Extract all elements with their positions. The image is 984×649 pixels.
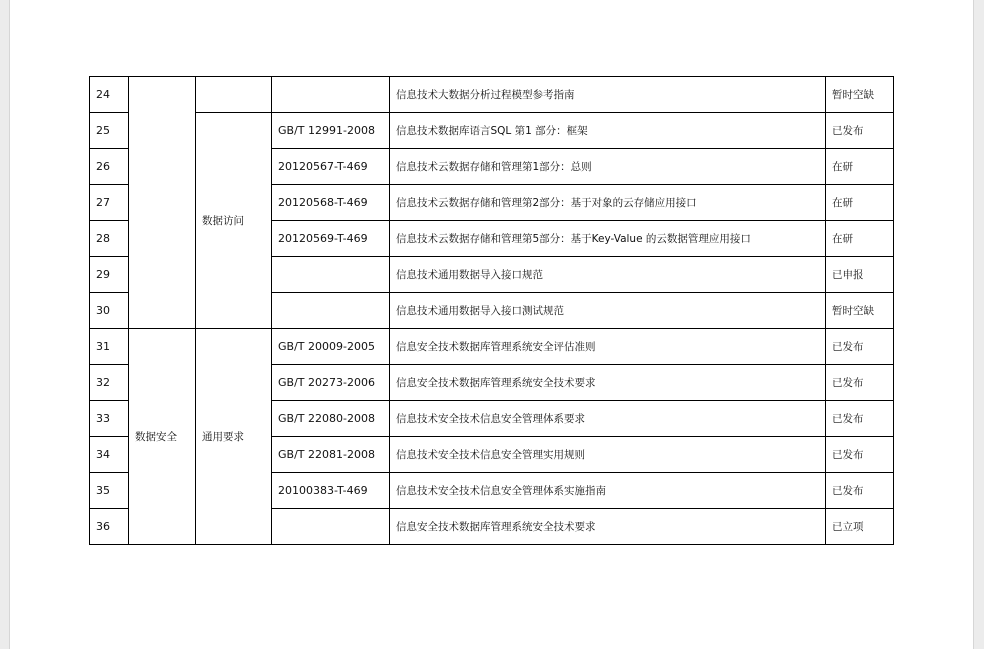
row-number: 30 (90, 293, 129, 329)
status-cell: 已申报 (826, 257, 894, 293)
standard-title: 信息技术大数据分析过程模型参考指南 (390, 77, 826, 113)
row-number: 33 (90, 401, 129, 437)
standard-title: 信息技术安全技术信息安全管理体系实施指南 (390, 473, 826, 509)
table-row (90, 113, 894, 149)
standard-title: 信息技术云数据存储和管理第2部分：基于对象的云存储应用接口 (390, 185, 826, 221)
document-page (9, 0, 974, 649)
subcategory-cell-empty (196, 77, 272, 113)
category-cell-empty (129, 77, 196, 329)
row-number: 25 (90, 113, 129, 149)
standard-code: GB/T 20273-2006 (272, 365, 390, 401)
subcategory-general-requirements: 通用要求 (196, 329, 272, 545)
status-cell: 在研 (826, 185, 894, 221)
row-number: 29 (90, 257, 129, 293)
status-cell: 在研 (826, 221, 894, 257)
row-number: 27 (90, 185, 129, 221)
standard-code: 20120568-T-469 (272, 185, 390, 221)
status-cell: 已发布 (826, 437, 894, 473)
row-number: 35 (90, 473, 129, 509)
standard-title: 信息技术安全技术信息安全管理实用规则 (390, 437, 826, 473)
status-cell: 已立项 (826, 509, 894, 545)
status-cell: 已发布 (826, 365, 894, 401)
row-number: 28 (90, 221, 129, 257)
standard-code: GB/T 22081-2008 (272, 437, 390, 473)
standard-title: 信息技术通用数据导入接口规范 (390, 257, 826, 293)
standard-title: 信息技术云数据存储和管理第5部分：基于Key-Value 的云数据管理应用接口 (390, 221, 826, 257)
standard-code: GB/T 20009-2005 (272, 329, 390, 365)
status-cell: 已发布 (826, 473, 894, 509)
standard-title: 信息技术安全技术信息安全管理体系要求 (390, 401, 826, 437)
standard-title: 信息技术通用数据导入接口测试规范 (390, 293, 826, 329)
standard-title: 信息技术云数据存储和管理第1部分：总则 (390, 149, 826, 185)
row-number: 24 (90, 77, 129, 113)
standard-code: 20100383-T-469 (272, 473, 390, 509)
subcategory-data-access: 数据访问 (196, 113, 272, 329)
status-cell: 已发布 (826, 329, 894, 365)
row-number: 31 (90, 329, 129, 365)
standard-title: 信息技术数据库语言SQL 第1 部分：框架 (390, 113, 826, 149)
standard-code (272, 293, 390, 329)
status-cell: 已发布 (826, 401, 894, 437)
standard-code (272, 509, 390, 545)
status-cell: 暂时空缺 (826, 293, 894, 329)
standard-code: 20120569-T-469 (272, 221, 390, 257)
table-row (90, 77, 894, 113)
standards-table (89, 76, 894, 545)
standard-code: GB/T 12991-2008 (272, 113, 390, 149)
status-cell: 暂时空缺 (826, 77, 894, 113)
row-number: 36 (90, 509, 129, 545)
status-cell: 在研 (826, 149, 894, 185)
category-data-security: 数据安全 (129, 329, 196, 545)
status-cell: 已发布 (826, 113, 894, 149)
standard-title: 信息安全技术数据库管理系统安全技术要求 (390, 509, 826, 545)
standard-title: 信息安全技术数据库管理系统安全技术要求 (390, 365, 826, 401)
standard-code (272, 77, 390, 113)
standard-code: 20120567-T-469 (272, 149, 390, 185)
table-row (90, 329, 894, 365)
standard-title: 信息安全技术数据库管理系统安全评估准则 (390, 329, 826, 365)
row-number: 26 (90, 149, 129, 185)
row-number: 34 (90, 437, 129, 473)
standard-code (272, 257, 390, 293)
row-number: 32 (90, 365, 129, 401)
standard-code: GB/T 22080-2008 (272, 401, 390, 437)
